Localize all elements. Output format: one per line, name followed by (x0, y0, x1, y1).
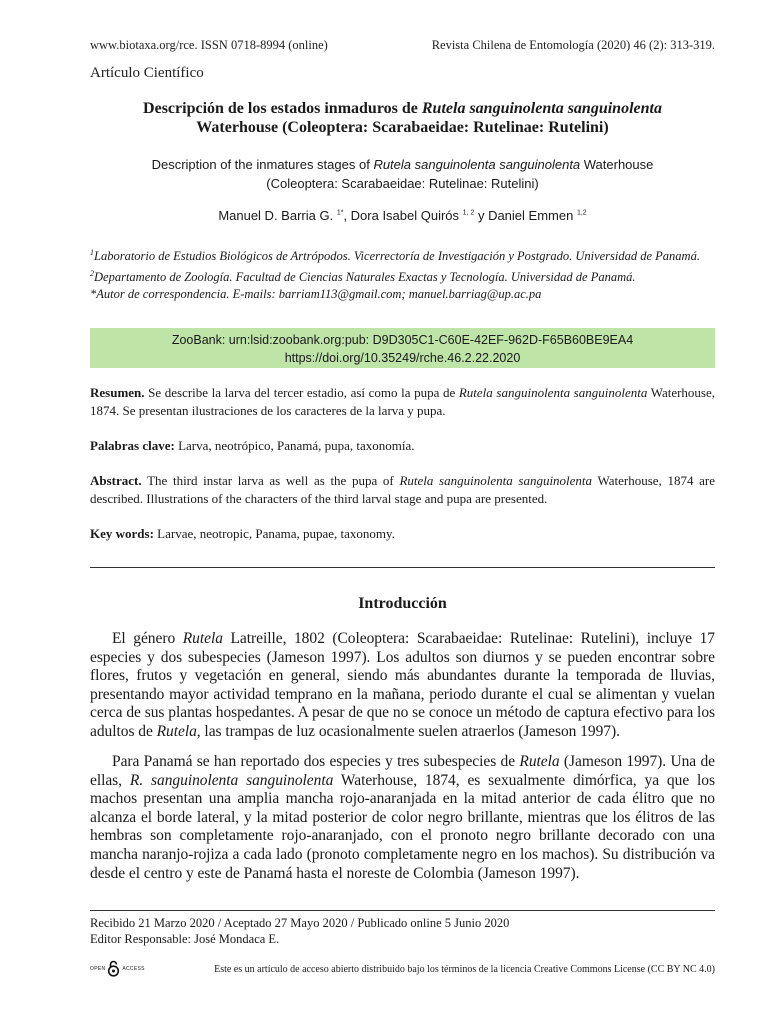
open-access-footer (90, 960, 715, 980)
received-accepted-published: Recibido 21 Marzo 2020 / Aceptado 27 Mayo 2020 / Publicado online 5 Junio 2020 (90, 916, 510, 930)
genus-name: Rutela (519, 753, 560, 770)
species-name: Rutela sanguinolenta sanguinolenta (458, 385, 648, 400)
resumen: Resumen. Se describe la larva del tercer estadio, así como la pupa de Rutela sanguinolenta sanguinolenta Waterhouse, 1874. Se presentan ilustraciones de los caracteres de la larva y pupa. (90, 385, 716, 418)
article-type: Artículo Científico (90, 65, 204, 81)
section-divider (90, 567, 715, 568)
footer-divider (90, 910, 715, 911)
zoobank-lsid[interactable]: ZooBank: urn:lsid:zoobank.org:pub: D9D305C1-C60E-42EF-962D-F65B60BE9EA4 (171, 333, 634, 347)
author-list: Manuel D. Barria G. $^{1*}$, Dora Isabel Quirós $^{1, 2}$ y Daniel Emmen $^{1,2}$ (218, 208, 587, 223)
journal-url: www.biotaxa.org/rce. ISSN 0718-8994 (online) (90, 38, 328, 52)
affiliation-1: $^1$Laboratorio de Estudios Biológicos de Artrópodos. Vicerrectoría de Investigación y Postgrado. Universidad de Panamá. (90, 248, 700, 264)
abstract: Abstract. The third instar larva as well as the pupa of Rutela sanguinolenta sanguinolenta Waterhouse, 1874 are described. Illustrations of the characters of the third larval stage and pupa are presented. (90, 473, 715, 506)
intro-paragraph-1: El género Rutela Latreille, 1802 (Coleoptera: Scarabaeidae: Rutelinae: Rutelini), incluye 17 especies y dos subespecies (Jameson 1997). Los adultos son diurnos y se pueden encontrar sobre flores, frutos y vegetación en general, siendo más abundantes durante la temporada de lluvias, presentando mayor actividad temprano en la mañana, periodo durante el cual se alimentan y vuelan cerca de sus plantas hospedantes. A pesar de que no se conoce un método de captura efectivo para los adultos de Rutela, las trampas de luz ocasionalmente suelen atraerlos (Jameson 1997). (90, 630, 715, 740)
license-statement: Este es un artículo de acceso abierto distribuido bajo los términos de la licencia Creative Commons License (CC BY NC 4.0) (214, 964, 715, 975)
affiliation-2: $^2$Departamento de Zoología. Facultad de Ciencias Naturales Exactas y Tecnología. Universidad de Panamá. (90, 269, 636, 285)
doi-link[interactable]: https://doi.org/10.35249/rche.46.2.22.2020 (284, 351, 521, 365)
section-heading-introduccion: Introducción (358, 595, 447, 612)
open-lock-icon (107, 960, 120, 977)
palabras-clave: Palabras clave: Larva, neotrópico, Panamá, pupa, taxonomía. (90, 438, 415, 453)
responsible-editor: Editor Responsable: José Mondaca E. (90, 932, 280, 946)
species-name: Rutela sanguinolenta sanguinolenta (373, 157, 581, 172)
key-words: Key words: Larvae, neotropic, Panama, pupae, taxonomy. (90, 526, 395, 541)
publication-dates (90, 915, 509, 947)
corresponding-author: *Autor de correspondencia. E-mails: barriam113@gmail.com; manuel.barriag@up.ac.pa (90, 287, 542, 302)
zoobank-box (90, 328, 715, 368)
species-name: R. sanguinolenta sanguinolenta (129, 771, 334, 789)
species-name: Rutela sanguinolenta sanguinolenta (421, 100, 662, 117)
species-name: Rutela sanguinolenta sanguinolenta (399, 473, 593, 488)
title-english: Description of the inmatures stages of Rutela sanguinolenta sanguinolenta Waterhouse (Coleoptera: Scarabaeidae: Rutelinae: Rutelini) (151, 157, 654, 191)
journal-citation: Revista Chilena de Entomología (2020) 46 (2): 313-319. (431, 38, 715, 52)
intro-paragraph-2: Para Panamá se han reportado dos especies y tres subespecies de Rutela (Jameson 1997). Una de ellas, R. sanguinolenta sanguinolenta Waterhouse, 1874, es sexualmente dimórfica, ya que los machos presentan una amplia mancha rojo-anaranjada en la mitad anterior de cada élitro que no alcanza el borde lateral, y la mitad posterior de color negro brillante, mientras que los élitros de las hembras son completamente rojo-anaranjado, con el pronoto negro brillante decorado con una mancha naranjo-rojiza a cada lado (pronoto completamente negro en los machos). Su distribución va desde el centro y este de Panamá hasta el noreste de Colombia (Jameson 1997). (90, 753, 715, 882)
title-spanish: Descripción de los estados inmaduros de Rutela sanguinolenta sanguinolenta Waterhouse (Coleoptera: Scarabaeidae: Rutelinae: Rutelini) (143, 100, 662, 136)
article-page (90, 0, 715, 1024)
running-header (90, 38, 715, 53)
genus-name: Rutela (156, 722, 197, 740)
open-access-logo: OPEN ACCESS (90, 960, 145, 977)
affiliations (90, 244, 715, 303)
genus-name: Rutela (182, 630, 223, 647)
